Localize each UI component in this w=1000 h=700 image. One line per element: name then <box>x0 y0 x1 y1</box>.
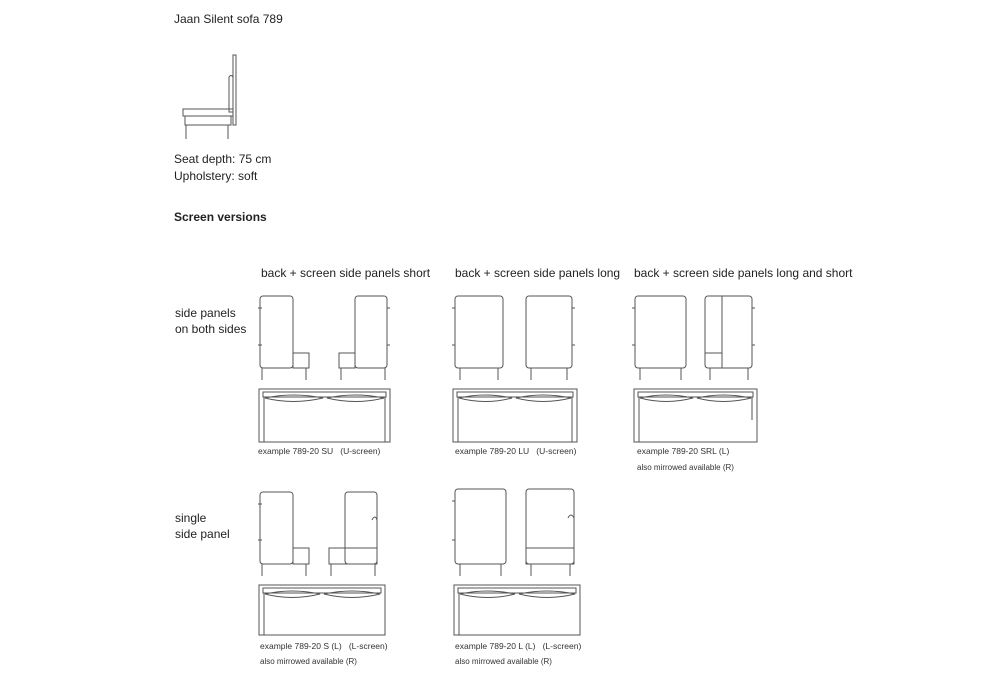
column-header-long-and-short: back + screen side panels long and short <box>634 266 853 280</box>
column-header-long: back + screen side panels long <box>455 266 621 280</box>
row-label-both-sides: side panels on both sides <box>175 306 247 336</box>
row-label-single-side: single side panel <box>175 511 230 541</box>
caption-789-20-s-l: example 789-20 S (L) (L-screen) <box>260 641 388 651</box>
note-789-20-l-l: also mirrowed available (R) <box>455 657 552 666</box>
upholstery: Upholstery: soft <box>174 169 258 183</box>
caption-789-20-l-l: example 789-20 L (L) (L-screen) <box>455 641 582 651</box>
caption-789-20-srl: example 789-20 SRL (L) <box>637 446 730 456</box>
section-title: Screen versions <box>174 210 267 224</box>
specs <box>174 151 271 185</box>
column-header-short: back + screen side panels short <box>261 266 431 280</box>
note-789-20-s-l: also mirrowed available (R) <box>260 657 357 666</box>
caption-789-20-lu: example 789-20 LU (U-screen) <box>455 446 577 456</box>
caption-789-20-su: example 789-20 SU (U-screen) <box>258 446 381 456</box>
page-title: Jaan Silent sofa 789 <box>174 12 283 26</box>
seat-depth: Seat depth: 75 cm <box>174 152 272 166</box>
note-789-20-srl: also mirrowed available (R) <box>637 463 734 472</box>
